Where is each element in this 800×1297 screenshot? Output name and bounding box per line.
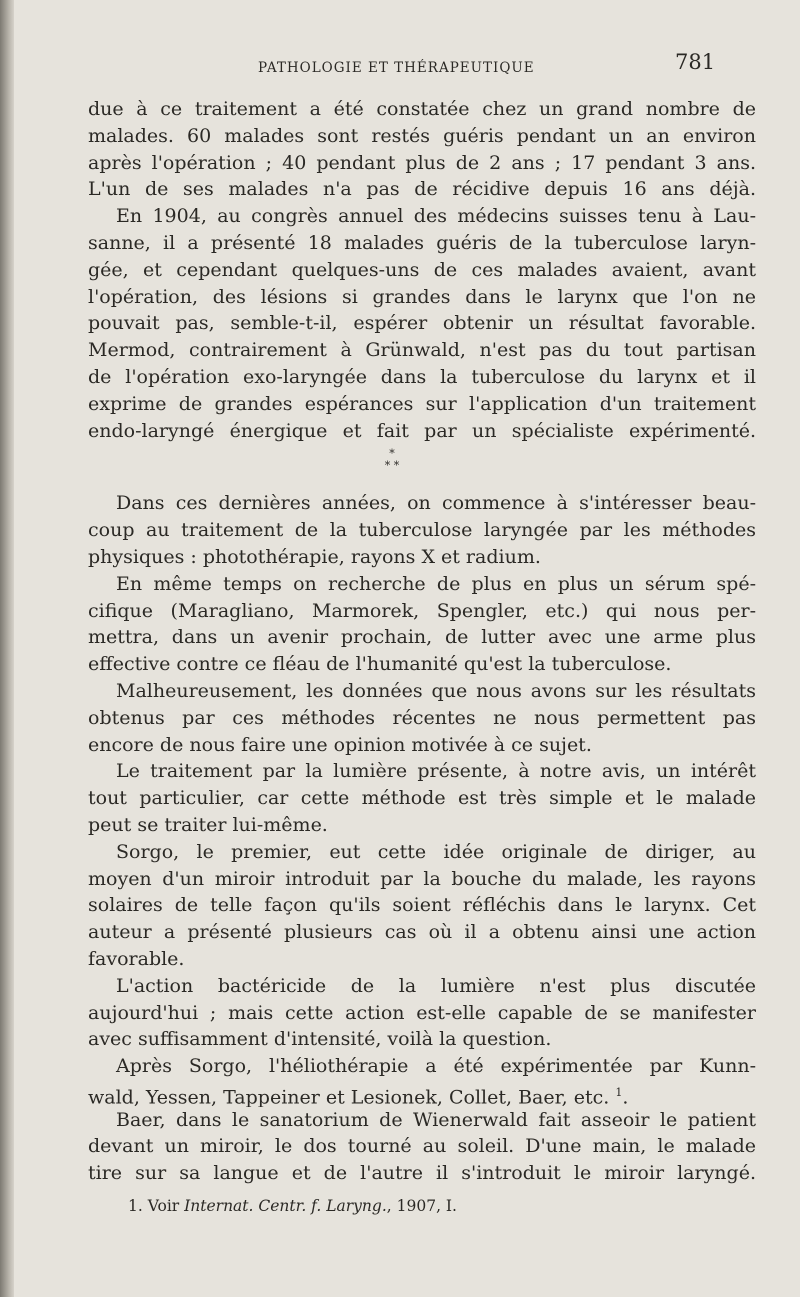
book-spine-edge [0, 0, 14, 1297]
text-line: physiques : photothérapie, rayons X et radium. [88, 545, 541, 568]
running-title: PATHOLOGIE ET THÉRAPEUTIQUE [258, 60, 535, 76]
footnote-number: 1. [128, 1197, 143, 1215]
text-line-content: wald, Yessen, Tappeiner et Lesionek, Collet, Baer, etc. [88, 1086, 610, 1107]
footnote-prefix: Voir [147, 1197, 180, 1215]
text-line: tire sur sa langue et de l'autre il s'introduit le miroir laryngé. [88, 1162, 756, 1185]
footnote-marker[interactable]: 1 [615, 1085, 623, 1099]
text-line: mettra, dans un avenir prochain, de lutter avec une arme plus [88, 626, 756, 649]
text-line: auteur a présenté plusieurs cas où il a obtenu ainsi une action [88, 921, 756, 944]
text-line: Baer, dans le sanatorium de Wienerwald fait asseoir le patient [116, 1108, 756, 1131]
text-line: favorable. [88, 947, 185, 970]
text-line: gée, et cependant quelques-uns de ces malades avaient, avant [88, 258, 756, 281]
text-line: de l'opération exo-laryngée dans la tuberculose du larynx et il [88, 365, 756, 388]
text-line: Dans ces dernières années, on commence à s'intéresser beau- [116, 492, 756, 515]
text-line: coup au traitement de la tuberculose laryngée par les méthodes [88, 519, 756, 542]
text-line: pouvait pas, semble-t-il, espérer obtenir un résultat favorable. [88, 312, 756, 335]
text-line: solaires de telle façon qu'ils soient réfléchis dans le larynx. Cet [88, 894, 756, 917]
text-line: En même temps on recherche de plus en plus un sérum spé- [116, 572, 756, 595]
section-separator [88, 448, 756, 472]
text-line: En 1904, au congrès annuel des médecins suisses tenu à Lau- [116, 205, 756, 228]
separator-star-top: * [389, 447, 395, 461]
text-line: cifique (Maragliano, Marmorek, Spengler, etc.) qui nous per- [88, 599, 756, 622]
text-line: moyen d'un miroir introduit par la bouche du malade, les rayons [88, 867, 756, 890]
text-line: peut se traiter lui-même. [88, 813, 328, 836]
text-line: endo-laryngé énergique et fait par un spécialiste expérimenté. [88, 419, 756, 442]
page-number: 781 [675, 50, 716, 74]
text-line: tout particulier, car cette méthode est très simple et le malade [88, 787, 756, 810]
text-line: après l'opération ; 40 pendant plus de 2 ans ; 17 pendant 3 ans. [88, 151, 756, 174]
text-line: Après Sorgo, l'héliothérapie a été expérimentée par Kunn- [116, 1055, 756, 1078]
text-line: due à ce traitement a été constatée chez un grand nombre de [88, 98, 756, 120]
text-line: L'action bactéricide de la lumière n'est plus discutée [116, 974, 756, 997]
body-text [88, 96, 756, 1187]
text-line: aujourd'hui ; mais cette action est-elle capable de se manifester [88, 1001, 756, 1024]
footnote-journal: Internat. Centr. f. Laryng. [184, 1197, 387, 1215]
text-line: malades. 60 malades sont restés guéris pendant un an environ [88, 124, 756, 147]
text-line: L'un de ses malades n'a pas de récidive depuis 16 ans déjà. [88, 178, 756, 201]
text-line: exprime de grandes espérances sur l'application d'un traitement [88, 392, 756, 415]
text-line: obtenus par ces méthodes récentes ne nous permettent pas [88, 706, 756, 729]
text-line: avec suffisamment d'intensité, voilà la question. [88, 1028, 552, 1051]
text-line: Le traitement par la lumière présente, à notre avis, un intérêt [116, 760, 756, 783]
footnote-suffix: , 1907, I. [386, 1197, 457, 1215]
text-line: l'opération, des lésions si grandes dans le larynx que l'on ne [88, 285, 756, 308]
text-line: Sorgo, le premier, eut cette idée originale de diriger, au [116, 840, 756, 863]
text-line: Mermod, contrairement à Grünwald, n'est pas du tout partisan [88, 339, 756, 362]
text-line: sanne, il a présenté 18 malades guéris de la tuberculose laryn- [88, 231, 756, 254]
separator-star-bottom: * * [384, 459, 400, 473]
text-line: encore de nous faire une opinion motivée à ce sujet. [88, 733, 592, 756]
text-line: Malheureusement, les données que nous avons sur les résultats [116, 679, 756, 702]
footnote [128, 1197, 457, 1215]
text-line: wald, Yessen, Tappeiner et Lesionek, Collet, Baer, etc. $^1$. [88, 1085, 629, 1107]
text-line: devant un miroir, le dos tourné au soleil. D'une main, le malade [88, 1135, 756, 1158]
text-line: effective contre ce fléau de l'humanité qu'est la tuberculose. [88, 653, 672, 676]
